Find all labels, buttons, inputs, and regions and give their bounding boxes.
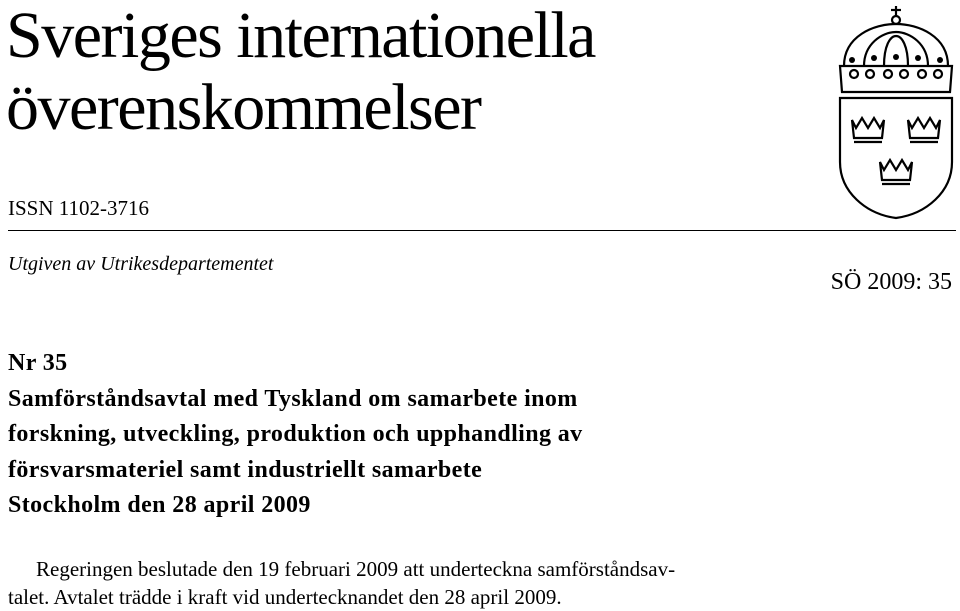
treaty-place-date: Stockholm den 28 april 2009 [8,492,311,518]
body-paragraph [8,555,768,611]
header-divider [8,230,956,231]
treaty-title-line: försvarsmateriel samt industriellt samarbete [8,456,483,483]
series-title-line-1: Sveriges internationella [6,0,595,72]
treaty-number: Nr 35 [8,350,68,376]
series-title [6,0,806,144]
body-line: talet. Avtalet trädde i kraft vid undertecknandet den 28 april 2009. [8,585,562,609]
treaty-heading [8,346,828,524]
treaty-title-line: Samförståndsavtal med Tyskland om samarbete inom [8,385,578,412]
issn-number: ISSN 1102-3716 [8,196,149,220]
treaty-title-line: forskning, utveckling, produktion och upphandling av [8,421,583,447]
series-title-line-2: överenskommelser [6,71,481,144]
coat-of-arms-icon [834,2,958,222]
body-line: Regeringen beslutade den 19 februari 2009 att underteckna samförståndsav- [36,557,676,581]
series-number: SÖ 2009: 35 [830,269,952,295]
publisher-line: Utgiven av Utrikesdepartementet [8,253,274,275]
